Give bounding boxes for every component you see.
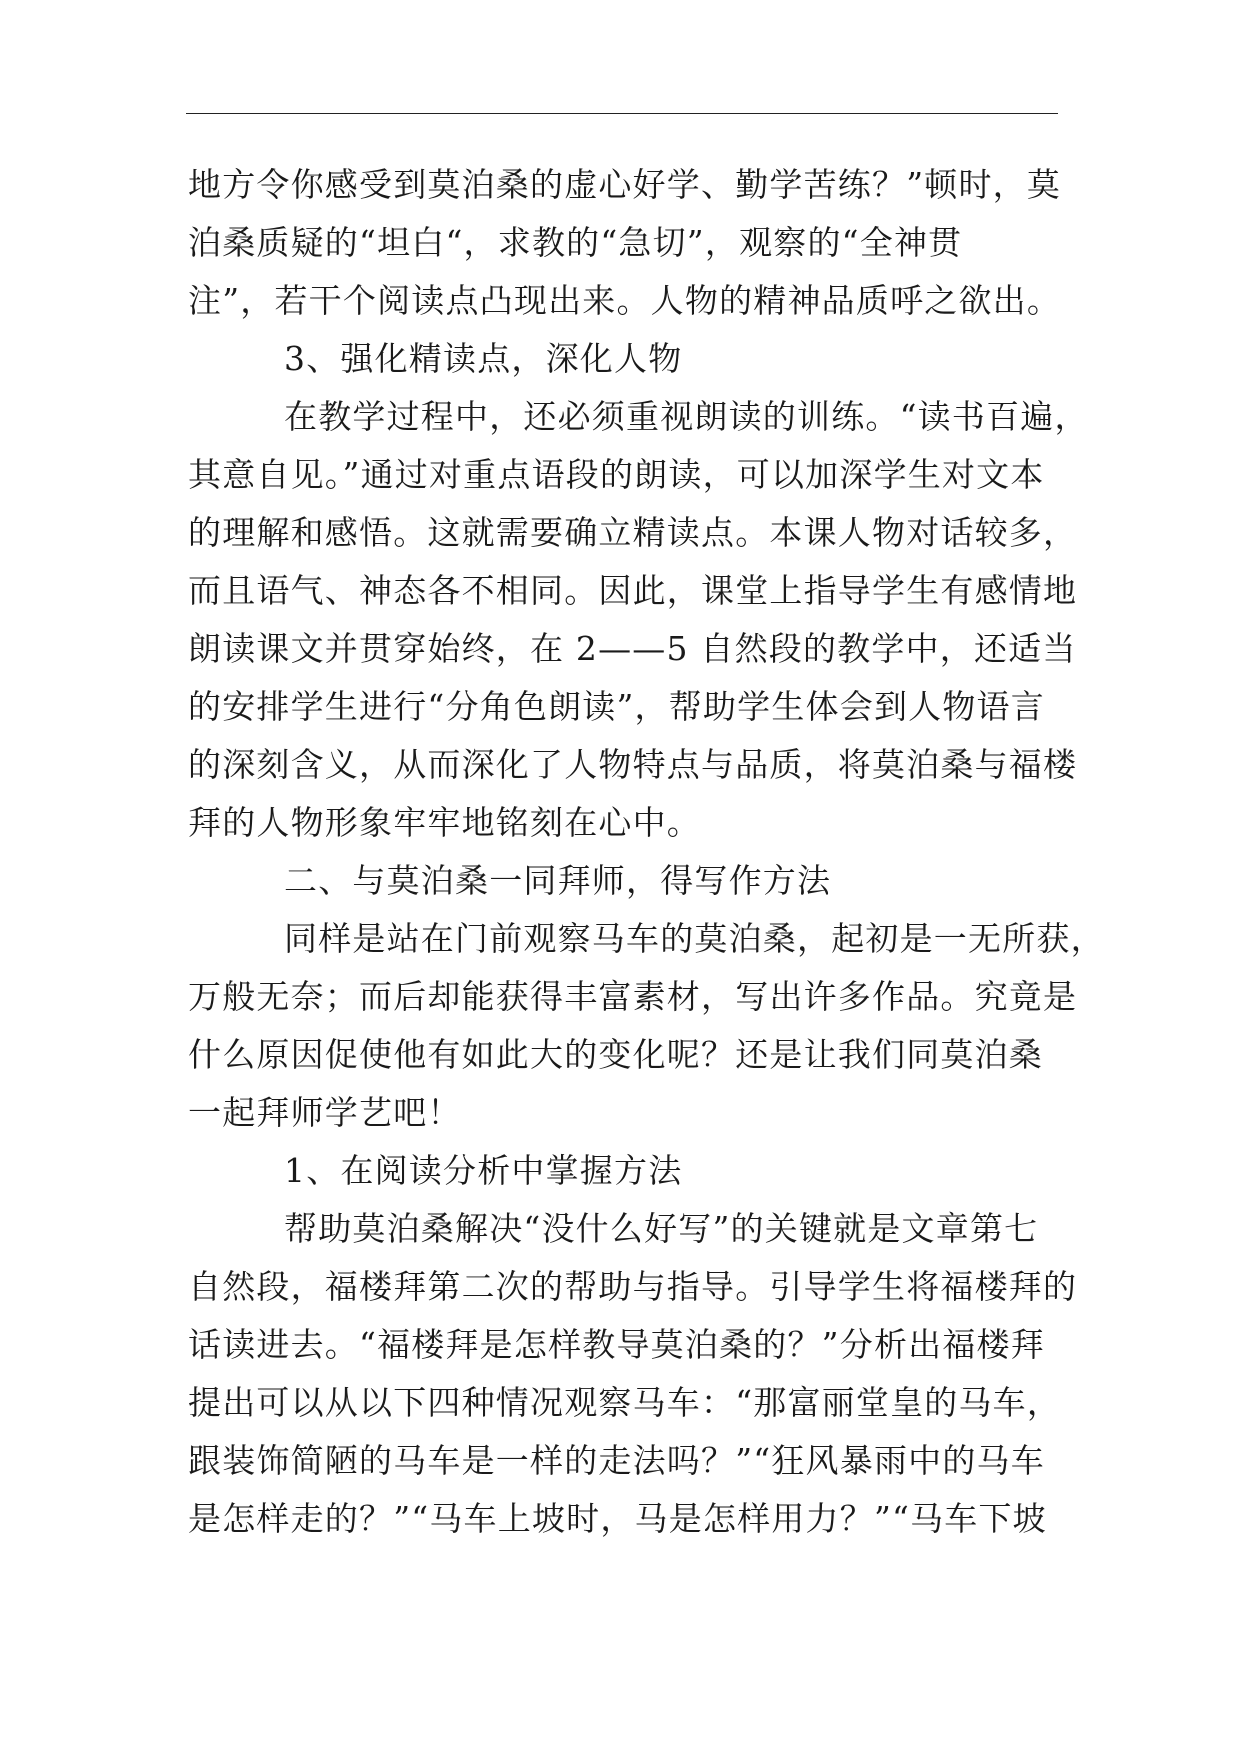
text-line: 帮助莫泊桑解决“没什么好写”的关键就是文章第七 [284,1209,1039,1248]
text-line: 其意自见。”通过对重点语段的朗读，可以加深学生对文本 [188,455,1045,494]
text-line: 而且语气、神态各不相同。因此，课堂上指导学生有感情地 [188,571,1078,610]
text-line: 万般无奈；而后却能获得丰富素材，写出许多作品。究竟是 [188,977,1078,1016]
text-line: 的安排学生进行“分角色朗读”，帮助学生体会到人物语言 [188,687,1045,726]
text-line: 泊桑质疑的“坦白“，求教的“急切”，观察的“全神贯 [188,223,963,262]
text-line: 注”，若干个阅读点凸现出来。人物的精神品质呼之欲出。 [188,281,1062,320]
text-line: 的深刻含义，从而深化了人物特点与品质，将莫泊桑与福楼 [188,745,1078,784]
section-heading: 1、在阅读分析中掌握方法 [284,1151,683,1190]
text-line: 的理解和感悟。这就需要确立精读点。本课人物对话较多， [188,513,1078,552]
section-heading: 3、强化精读点，深化人物 [284,339,683,378]
text-line: 在教学过程中，还必须重视朗读的训练。“读书百遍， [284,397,1089,436]
text-line: 提出可以从以下四种情况观察马车：“那富丽堂皇的马车， [188,1383,1062,1422]
text-line: 是怎样走的？”“马车上坡时，马是怎样用力？”“马车下坡 [188,1499,1047,1538]
section-heading: 二、与莫泊桑一同拜师，得写作方法 [284,861,832,900]
text-line: 拜的人物形象牢牢地铭刻在心中。 [188,803,701,842]
text-line: 什么原因促使他有如此大的变化呢？还是让我们同莫泊桑 [188,1035,1043,1074]
text-line: 朗读课文并贯穿始终，在 2——5 自然段的教学中，还适当 [188,629,1077,668]
header-rule [186,113,1058,114]
text-line: 同样是站在门前观察马车的莫泊桑，起初是一无所获， [284,919,1105,958]
text-line: 地方令你感受到莫泊桑的虚心好学、勤学苦练？”顿时，莫 [188,165,1062,204]
text-line: 一起拜师学艺吧！ [188,1093,462,1132]
text-line: 话读进去。“福楼拜是怎样教导莫泊桑的？”分析出福楼拜 [188,1325,1045,1364]
text-line: 跟装饰简陋的马车是一样的走法吗？”“狂风暴雨中的马车 [188,1441,1045,1480]
text-line: 自然段，福楼拜第二次的帮助与指导。引导学生将福楼拜的 [188,1267,1078,1306]
